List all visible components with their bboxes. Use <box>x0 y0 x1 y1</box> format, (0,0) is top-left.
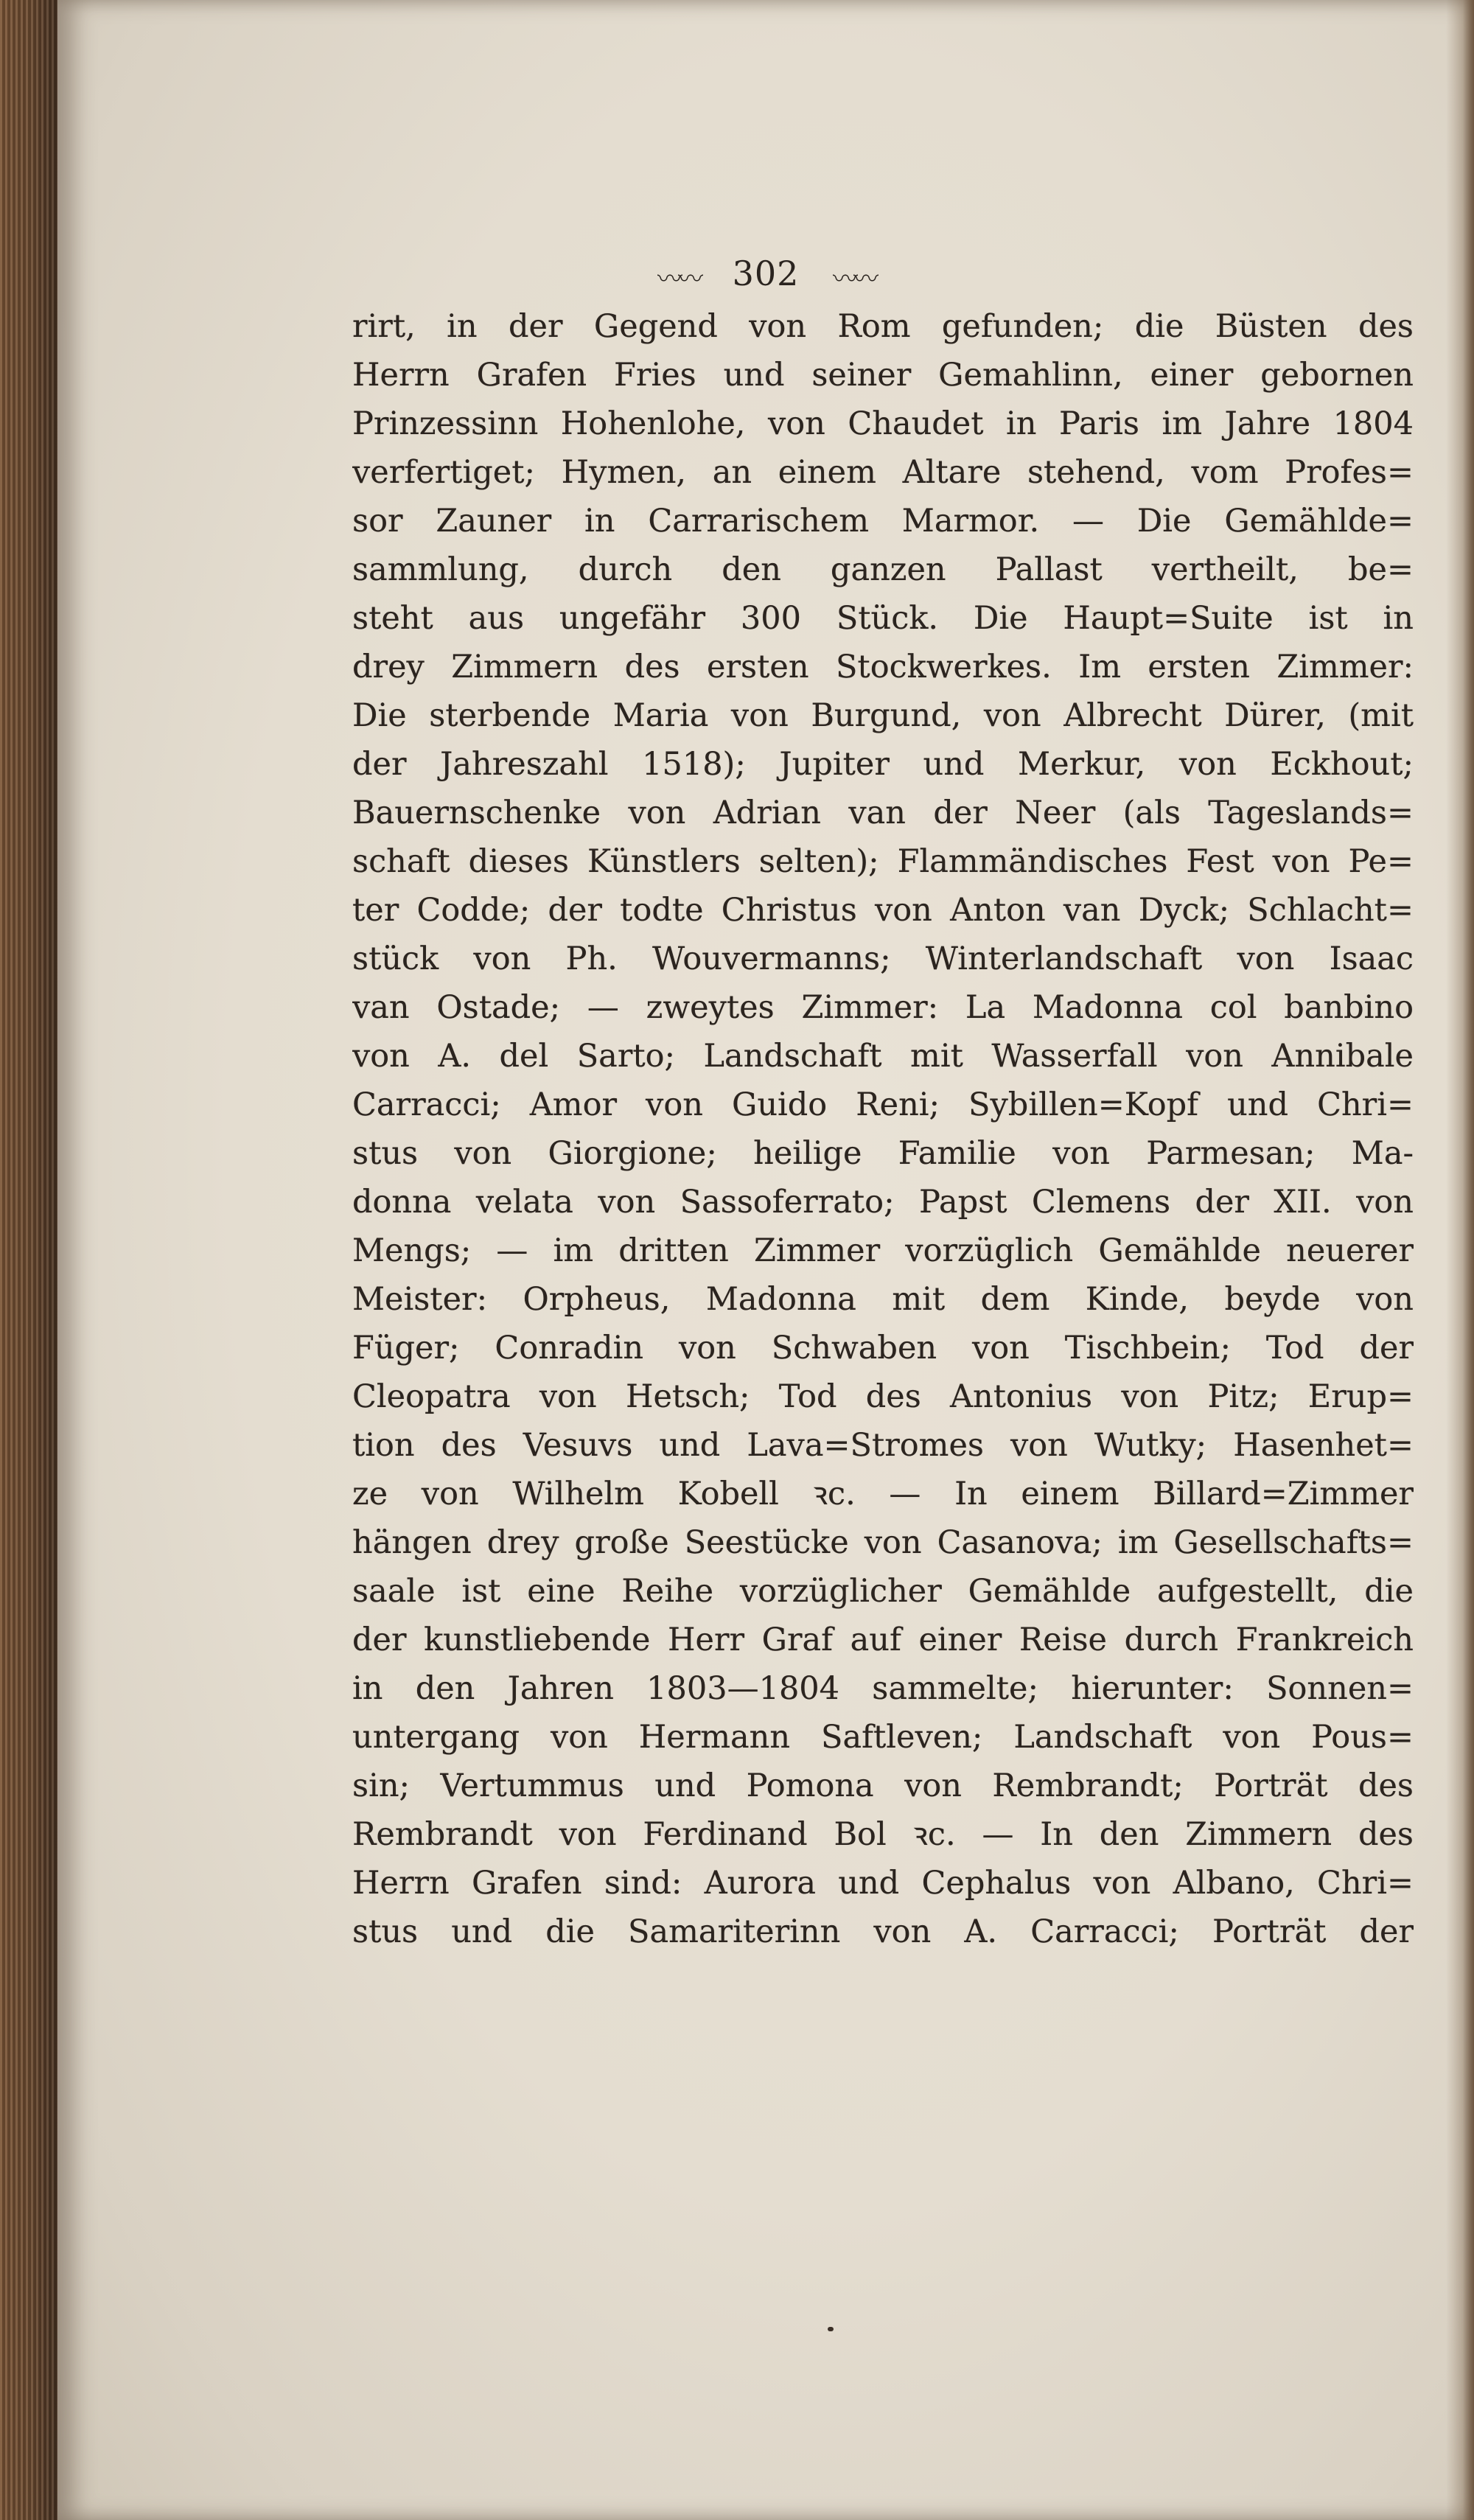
text-line: stus von Giorgione; heilige Familie von Parmesan; Ma- <box>352 1135 1414 1172</box>
text-line: ter Codde; der todte Christus von Anton van Dyck; Schlacht= <box>352 892 1414 929</box>
text-line: Mengs; — im dritten Zimmer vorzüglich Gemählde neuerer <box>352 1232 1414 1269</box>
text-line: stus und die Samariterinn von A. Carracci; Porträt der <box>352 1913 1414 1950</box>
page-right-shadow <box>1446 0 1474 2520</box>
text-line: steht aus ungefähr 300 Stück. Die Haupt=Suite ist in <box>352 600 1414 637</box>
text-line: tion des Vesuvs und Lava=Stromes von Wutky; Hasenhet= <box>352 1427 1414 1464</box>
text-line: Cleopatra von Hetsch; Tod des Antonius von Pitz; Erup= <box>352 1378 1414 1415</box>
text-line: Herrn Grafen Fries und seiner Gemahlinn, einer gebornen <box>352 357 1414 394</box>
text-line: drey Zimmern des ersten Stockwerkes. Im ersten Zimmer: <box>352 649 1414 685</box>
text-line: sor Zauner in Carrarischem Marmor. — Die Gemählde= <box>352 503 1414 540</box>
page-number: 302 <box>732 254 800 293</box>
text-line: untergang von Hermann Saftleven; Landschaft von Pous= <box>352 1719 1414 1756</box>
text-line: donna velata von Sassoferrato; Papst Clemens der XII. von <box>352 1184 1414 1221</box>
text-line: rirt, in der Gegend von Rom gefunden; die Büsten des <box>352 308 1414 345</box>
text-line: Die sterbende Maria von Burgund, von Albrecht Dürer, (mit <box>352 697 1414 734</box>
text-line: hängen drey große Seestücke von Casanova; im Gesellschafts= <box>352 1524 1414 1561</box>
text-line: Herrn Grafen sind: Aurora und Cephalus von Albano, Chri= <box>352 1865 1414 1902</box>
text-line: in den Jahren 1803—1804 sammelte; hierunter: Sonnen= <box>352 1670 1414 1707</box>
text-line: Meister: Orpheus, Madonna mit dem Kinde, beyde von <box>352 1281 1414 1318</box>
page-header <box>57 254 1474 295</box>
text-line: sammlung, durch den ganzen Pallast vertheilt, be= <box>352 551 1414 588</box>
text-line: Füger; Conradin von Schwaben von Tischbein; Tod der <box>352 1330 1414 1367</box>
text-line: van Ostade; — zweytes Zimmer: La Madonna col banbino <box>352 989 1414 1026</box>
ornament-right: 〰〰 <box>833 264 875 294</box>
text-line: saale ist eine Reihe vorzüglicher Gemählde aufgestellt, die <box>352 1573 1414 1610</box>
ink-speck <box>828 2327 834 2331</box>
text-line: sin; Vertummus und Pomona von Rembrandt; Porträt des <box>352 1767 1414 1804</box>
text-line: ze von Wilhelm Kobell ꝛc. — In einem Billard=Zimmer <box>352 1476 1414 1512</box>
text-line: Bauernschenke von Adrian van der Neer (als Tageslands= <box>352 795 1414 831</box>
text-line: Prinzessinn Hohenlohe, von Chaudet in Paris im Jahre 1804 <box>352 405 1414 442</box>
text-line: schaft dieses Künstlers selten); Flammändisches Fest von Pe= <box>352 843 1414 880</box>
body-text <box>352 302 1414 1956</box>
text-line: verfertiget; Hymen, an einem Altare stehend, vom Profes= <box>352 454 1414 491</box>
text-line: stück von Ph. Wouvermanns; Winterlandschaft von Isaac <box>352 940 1414 977</box>
text-line: der Jahreszahl 1518); Jupiter und Merkur, von Eckhout; <box>352 746 1414 783</box>
ornament-left: 〰〰 <box>657 264 699 294</box>
text-line: Rembrandt von Ferdinand Bol ꝛc. — In den Zimmern des <box>352 1816 1414 1853</box>
book-page <box>57 0 1474 2520</box>
text-line: Carracci; Amor von Guido Reni; Sybillen=Kopf und Chri= <box>352 1086 1414 1123</box>
book-page-edges <box>0 0 66 2520</box>
text-line: von A. del Sarto; Landschaft mit Wasserfall von Annibale <box>352 1038 1414 1075</box>
text-line: der kunstliebende Herr Graf auf einer Reise durch Frankreich <box>352 1622 1414 1658</box>
